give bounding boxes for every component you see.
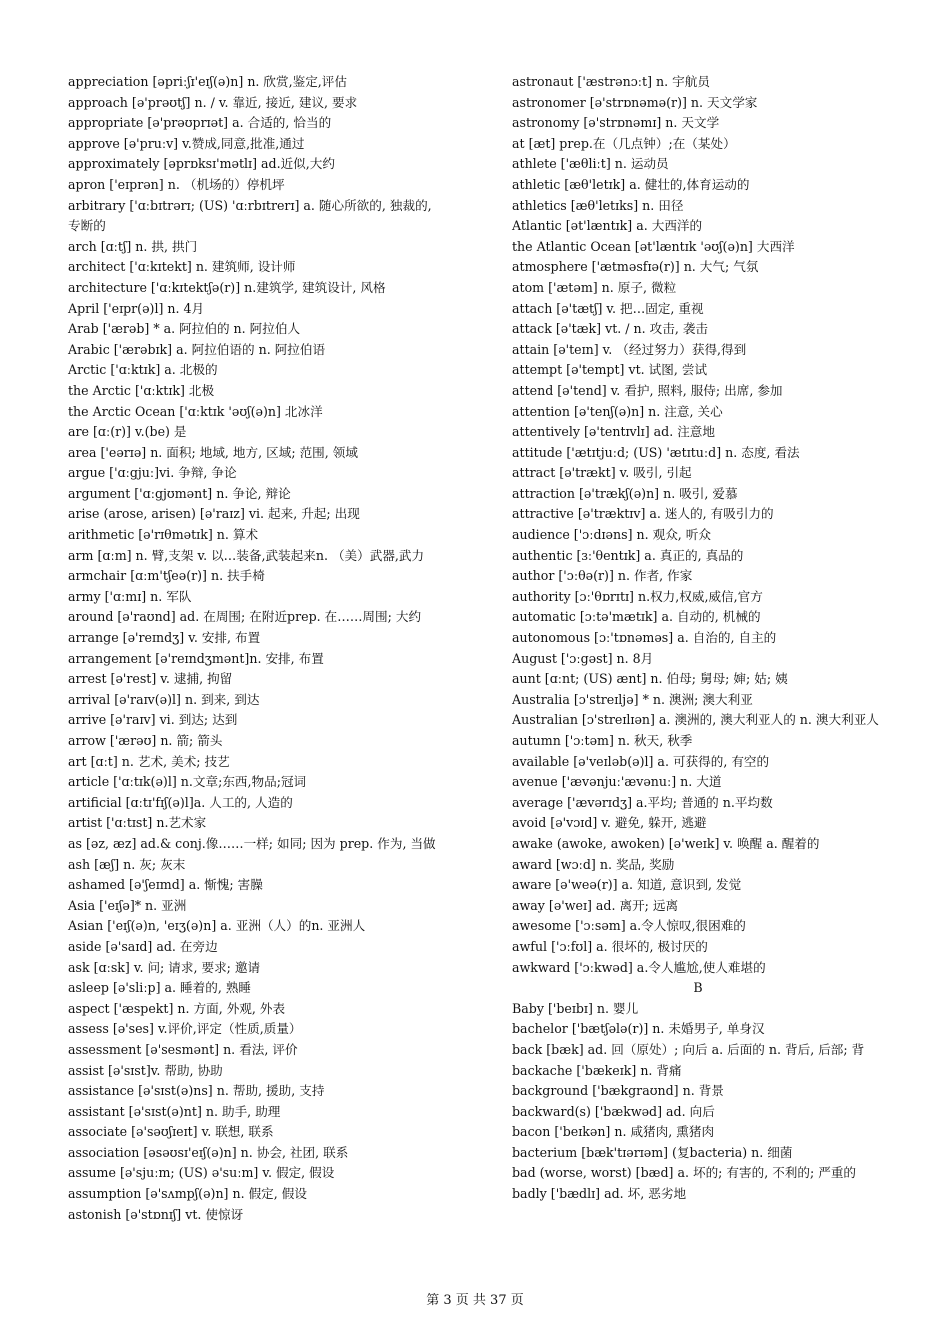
dictionary-entry: bachelor ['bætʃələ(r)] n. 未婚男子, 单身汉	[512, 1021, 765, 1037]
dictionary-entry: around [ə'raʊnd] ad. 在周围; 在附近prep. 在……周围; 大约	[68, 609, 422, 625]
dictionary-entry: autonomous [ɔː'tɒnəməs] a. 自治的, 自主的	[512, 630, 777, 646]
dictionary-entry: arrive [ə'raɪv] vi. 到达; 达到	[68, 712, 238, 728]
dictionary-entry: award [wɔːd] n. 奖品, 奖励	[512, 856, 675, 872]
dictionary-entry: Australia [ɔ'streɪljə] * n. 澳洲; 澳大利亚	[512, 691, 753, 707]
dictionary-entry: assess [ə'ses] v.评价,评定（性质,质量）	[68, 1021, 302, 1037]
dictionary-entry: Arab ['ærəb] * a. 阿拉伯的 n. 阿拉伯人	[68, 321, 301, 337]
dictionary-entry: Baby ['beɪbɪ] n. 婴儿	[512, 1000, 639, 1016]
dictionary-entry: arithmetic [ə'rɪθmətɪk] n. 算术	[68, 527, 259, 543]
dictionary-entry: attend [ə'tend] v. 看护, 照料, 服侍; 出席, 参加	[512, 382, 783, 398]
dictionary-entry: arbitrary ['ɑːbɪtrərɪ; (US) 'ɑːrbɪtrerɪ] a. 随心所欲的, 独裁的, 专断的	[68, 197, 432, 234]
dictionary-entry: army ['ɑːmɪ] n. 军队	[68, 588, 192, 604]
dictionary-entry: as [əz, æz] ad.& conj.像……一样; 如同; 因为 prep. 作为, 当做	[68, 835, 436, 851]
dictionary-entry: bacterium [bæk'tɪərɪəm] (复bacteria) n. 细菌	[512, 1144, 793, 1160]
dictionary-entry: arm [ɑːm] n. 臂,支架 v. 以…装备,武装起来n. （美）武器,武力	[68, 547, 425, 563]
dictionary-entry: Asia ['eɪʃə]* n. 亚洲	[68, 897, 187, 913]
dictionary-entry: article ['ɑːtɪk(ə)l] n.文章;东西,物品;冠词	[68, 774, 307, 790]
dictionary-entry: approve [ə'pruːv] v.赞成,同意,批准,通过	[68, 135, 305, 151]
dictionary-entry: association [əsəʊsɪ'eɪʃ(ə)n] n. 协会, 社团, 联系	[68, 1144, 349, 1160]
dictionary-entry: atom ['ætəm] n. 原子, 微粒	[512, 279, 677, 295]
dictionary-entry: awesome ['ɔːsəm] a.令人惊叹,很困难的	[512, 918, 746, 934]
dictionary-entry: aware [ə'weə(r)] a. 知道, 意识到, 发觉	[512, 877, 742, 893]
dictionary-entry: authentic [ɜː'θentɪk] a. 真正的, 真品的	[512, 547, 744, 563]
dictionary-entry: average ['ævərɪdʒ] a.平均; 普通的 n.平均数	[512, 794, 773, 810]
dictionary-entry: avenue ['ævənjuː'ævənuː] n. 大道	[512, 774, 722, 790]
dictionary-entry: armchair [ɑːm'tʃeə(r)] n. 扶手椅	[68, 568, 265, 584]
left-column	[68, 72, 440, 1225]
dictionary-entry: avoid [ə'vɔɪd] v. 避免, 躲开, 逃避	[512, 815, 707, 831]
dictionary-entry: asleep [ə'sliːp] a. 睡着的, 熟睡	[68, 980, 252, 996]
dictionary-entry: architecture ['ɑːkɪtektʃə(r)] n.建筑学, 建筑设计, 风格	[68, 279, 386, 295]
dictionary-entry: bad (worse, worst) [bæd] a. 坏的; 有害的, 不利的; 严重的	[512, 1165, 857, 1181]
dictionary-entry: arise (arose, arisen) [ə'raɪz] vi. 起来, 升起; 出现	[68, 506, 360, 522]
dictionary-entry: backward(s) ['bækwəd] ad. 向后	[512, 1103, 715, 1119]
dictionary-entry: autumn ['ɔːtəm] n. 秋天, 秋季	[512, 733, 693, 748]
dictionary-entry: attraction [ə'trækʃ(ə)n] n. 吸引, 爱慕	[512, 485, 738, 501]
dictionary-entry: area ['eərɪə] n. 面积; 地域, 地方, 区域; 范围, 领域	[68, 444, 358, 460]
dictionary-entry: attention [ə'tenʃ(ə)n] n. 注意, 关心	[512, 403, 723, 419]
dictionary-entry: architect ['ɑːkɪtekt] n. 建筑师, 设计师	[68, 259, 296, 275]
dictionary-entry: Arabic ['ærəbɪk] a. 阿拉伯语的 n. 阿拉伯语	[68, 341, 326, 357]
dictionary-entry: ash [æʃ] n. 灰; 灰末	[68, 856, 186, 872]
dictionary-entry: the Arctic ['ɑːktɪk] 北极	[68, 382, 215, 398]
dictionary-entry: assumption [ə'sʌmpʃ(ə)n] n. 假定, 假设	[68, 1186, 307, 1202]
dictionary-entry: attain [ə'teɪn] v. （经过努力）获得,得到	[512, 341, 747, 357]
dictionary-entry: arrangement [ə'reɪndʒmənt]n. 安排, 布置	[68, 650, 324, 666]
right-entries-b	[512, 999, 884, 1205]
dictionary-entry: back [bæk] ad. 回（原处）; 向后 a. 后面的 n. 背后, 后部; 背	[512, 1041, 865, 1057]
dictionary-entry: Asian ['eɪʃ(ə)n, 'eɪʒ(ə)n] a. 亚洲（人）的n. 亚洲人	[68, 918, 366, 934]
dictionary-entry: backache ['bækeɪk] n. 背痛	[512, 1062, 682, 1078]
dictionary-entry: away [ə'weɪ] ad. 离开; 远离	[512, 897, 679, 913]
dictionary-entry: astonish [ə'stɒnɪʃ] vt. 使惊讶	[68, 1206, 244, 1222]
dictionary-entry: badly ['bædlɪ] ad. 坏, 恶劣地	[512, 1186, 687, 1202]
dictionary-entry: awful ['ɔːfʊl] a. 很坏的, 极讨厌的	[512, 938, 708, 954]
dictionary-entry: are [ɑː(r)] v.(be) 是	[68, 424, 187, 440]
dictionary-entry: background ['bækgraʊnd] n. 背景	[512, 1083, 724, 1099]
dictionary-entry: Arctic ['ɑːktɪk] a. 北极的	[68, 362, 218, 378]
dictionary-entry: astronomy [ə'strɒnəmɪ] n. 天文学	[512, 115, 720, 131]
dictionary-entry: assistance [ə'sɪst(ə)ns] n. 帮助, 援助, 支持	[68, 1083, 325, 1099]
dictionary-entry: August ['ɔːgəst] n. 8月	[512, 650, 654, 666]
dictionary-entry: audience ['ɔːdɪəns] n. 观众, 听众	[512, 527, 711, 543]
dictionary-entry: athletics [æθ'letɪks] n. 田径	[512, 197, 684, 213]
dictionary-entry: assist [ə'sɪst]v. 帮助, 协助	[68, 1062, 223, 1078]
dictionary-entry: assistant [ə'sɪst(ə)nt] n. 助手, 助理	[68, 1103, 281, 1119]
dictionary-entry: the Arctic Ocean ['ɑːktɪk 'əʊʃ(ə)n] 北冰洋	[68, 403, 323, 419]
section-letter: B	[693, 980, 703, 996]
dictionary-entry: at [æt] prep.在（几点钟）;在（某处）	[512, 135, 736, 151]
dictionary-entry: appropriate [ə'prəʊprɪət] a. 合适的, 恰当的	[68, 115, 332, 131]
dictionary-entry: ask [ɑːsk] v. 问; 请求, 要求; 邀请	[68, 959, 261, 975]
dictionary-entry: ashamed [ə'ʃeɪmd] a. 惭愧; 害臊	[68, 877, 263, 893]
dictionary-entry: attempt [ə'tempt] vt. 试图, 尝试	[512, 362, 708, 378]
dictionary-entry: arrow ['ærəʊ] n. 箭; 箭头	[68, 733, 223, 748]
dictionary-entry: aunt [ɑːnt; (US) ænt] n. 伯母; 舅母; 婶; 姑; 姨	[512, 671, 788, 687]
dictionary-entry: attach [ə'tætʃ] v. 把…固定, 重视	[512, 300, 704, 316]
dictionary-entry: approach [ə'prəʊtʃ] n. / v. 靠近, 接近, 建议, 要求	[68, 94, 358, 110]
dictionary-entry: art [ɑːt] n. 艺术, 美术; 技艺	[68, 753, 230, 769]
dictionary-entry: appreciation [əpriːʃɪ'eɪʃ(ə)n] n. 欣赏,鉴定,评估	[68, 74, 347, 89]
dictionary-entry: athletic [æθ'letɪk] a. 健壮的,体育运动的	[512, 176, 750, 192]
dictionary-entry: assessment [ə'sesmənt] n. 看法, 评价	[68, 1041, 298, 1057]
dictionary-entry: arrest [ə'rest] v. 逮捕, 拘留	[68, 671, 233, 687]
dictionary-entry: artist ['ɑːtɪst] n.艺术家	[68, 815, 207, 831]
dictionary-entry: authority [ɔː'θɒrɪtɪ] n.权力,权威,威信,官方	[512, 588, 763, 604]
dictionary-entry: awkward ['ɔːkwəd] a.令人尴尬,使人难堪的	[512, 959, 766, 975]
dictionary-entry: awake (awoke, awoken) [ə'weɪk] v. 唤醒 a. 醒着的	[512, 835, 820, 851]
dictionary-entry: atmosphere ['ætməsfɪə(r)] n. 大气; 气氛	[512, 259, 759, 275]
dictionary-entry: astronaut ['æstrənɔːt] n. 宇航员	[512, 74, 710, 89]
dictionary-entry: argument ['ɑːgjʊmənt] n. 争论, 辩论	[68, 485, 291, 501]
dictionary-entry: assume [ə'sjuːm; (US) ə'suːm] v. 假定, 假设	[68, 1165, 335, 1181]
dictionary-entry: arrival [ə'raɪv(ə)l] n. 到来, 到达	[68, 691, 260, 707]
dictionary-entry: attack [ə'tæk] vt. / n. 攻击, 袭击	[512, 321, 709, 337]
dictionary-entry: aside [ə'saɪd] ad. 在旁边	[68, 938, 218, 954]
dictionary-entry: associate [ə'səʊʃɪeɪt] v. 联想, 联系	[68, 1124, 274, 1140]
dictionary-entry: available [ə'veɪləb(ə)l] a. 可获得的, 有空的	[512, 753, 770, 769]
dictionary-entry: attractive [ə'træktɪv] a. 迷人的, 有吸引力的	[512, 506, 774, 522]
dictionary-entry: arch [ɑːtʃ] n. 拱, 拱门	[68, 238, 198, 254]
dictionary-entry: author ['ɔːθə(r)] n. 作者, 作家	[512, 568, 693, 584]
dictionary-entry: artificial [ɑːtɪ'fɪʃ(ə)l]a. 人工的, 人造的	[68, 794, 293, 810]
dictionary-entry: Australian [ɔ'streɪlɪən] a. 澳洲的, 澳大利亚人的 n. 澳大利亚人	[512, 712, 879, 728]
right-column	[512, 72, 884, 1205]
dictionary-entry: April ['eɪpr(ə)l] n. 4月	[68, 300, 205, 316]
dictionary-entry: attract [ə'trækt] v. 吸引, 引起	[512, 465, 692, 481]
dictionary-entry: athlete ['æθliːt] n. 运动员	[512, 156, 669, 172]
dictionary-entry: attitude ['ætɪtjuːd; (US) 'ætɪtuːd] n. 态度, 看法	[512, 444, 800, 460]
dictionary-entry: Atlantic [ət'læntɪk] a. 大西洋的	[512, 218, 703, 234]
dictionary-entry: astronomer [ə'strɒnəmə(r)] n. 天文学家	[512, 94, 758, 110]
dictionary-entry: apron ['eɪprən] n. （机场的）停机坪	[68, 176, 285, 192]
dictionary-entry: aspect ['æspekt] n. 方面, 外观, 外表	[68, 1000, 286, 1016]
page-footer: 第 3 页 共 37 页	[426, 1293, 524, 1308]
dictionary-entry: the Atlantic Ocean [ət'læntɪk 'əʊʃ(ə)n] 大西洋	[512, 238, 795, 254]
dictionary-entry: approximately [əprɒksɪ'mətlɪ] ad.近似,大约	[68, 156, 335, 172]
dictionary-entry: attentively [ə'tentɪvlɪ] ad. 注意地	[512, 424, 715, 440]
dictionary-entry: argue ['ɑːgjuː]vi. 争辩, 争论	[68, 465, 237, 481]
dictionary-entry: bacon ['beɪkən] n. 咸猪肉, 熏猪肉	[512, 1124, 715, 1140]
dictionary-entry: arrange [ə'reɪndʒ] v. 安排, 布置	[68, 630, 261, 646]
dictionary-entry: automatic [ɔːtə'mætɪk] a. 自动的, 机械的	[512, 609, 761, 625]
right-entries-a	[512, 72, 884, 978]
